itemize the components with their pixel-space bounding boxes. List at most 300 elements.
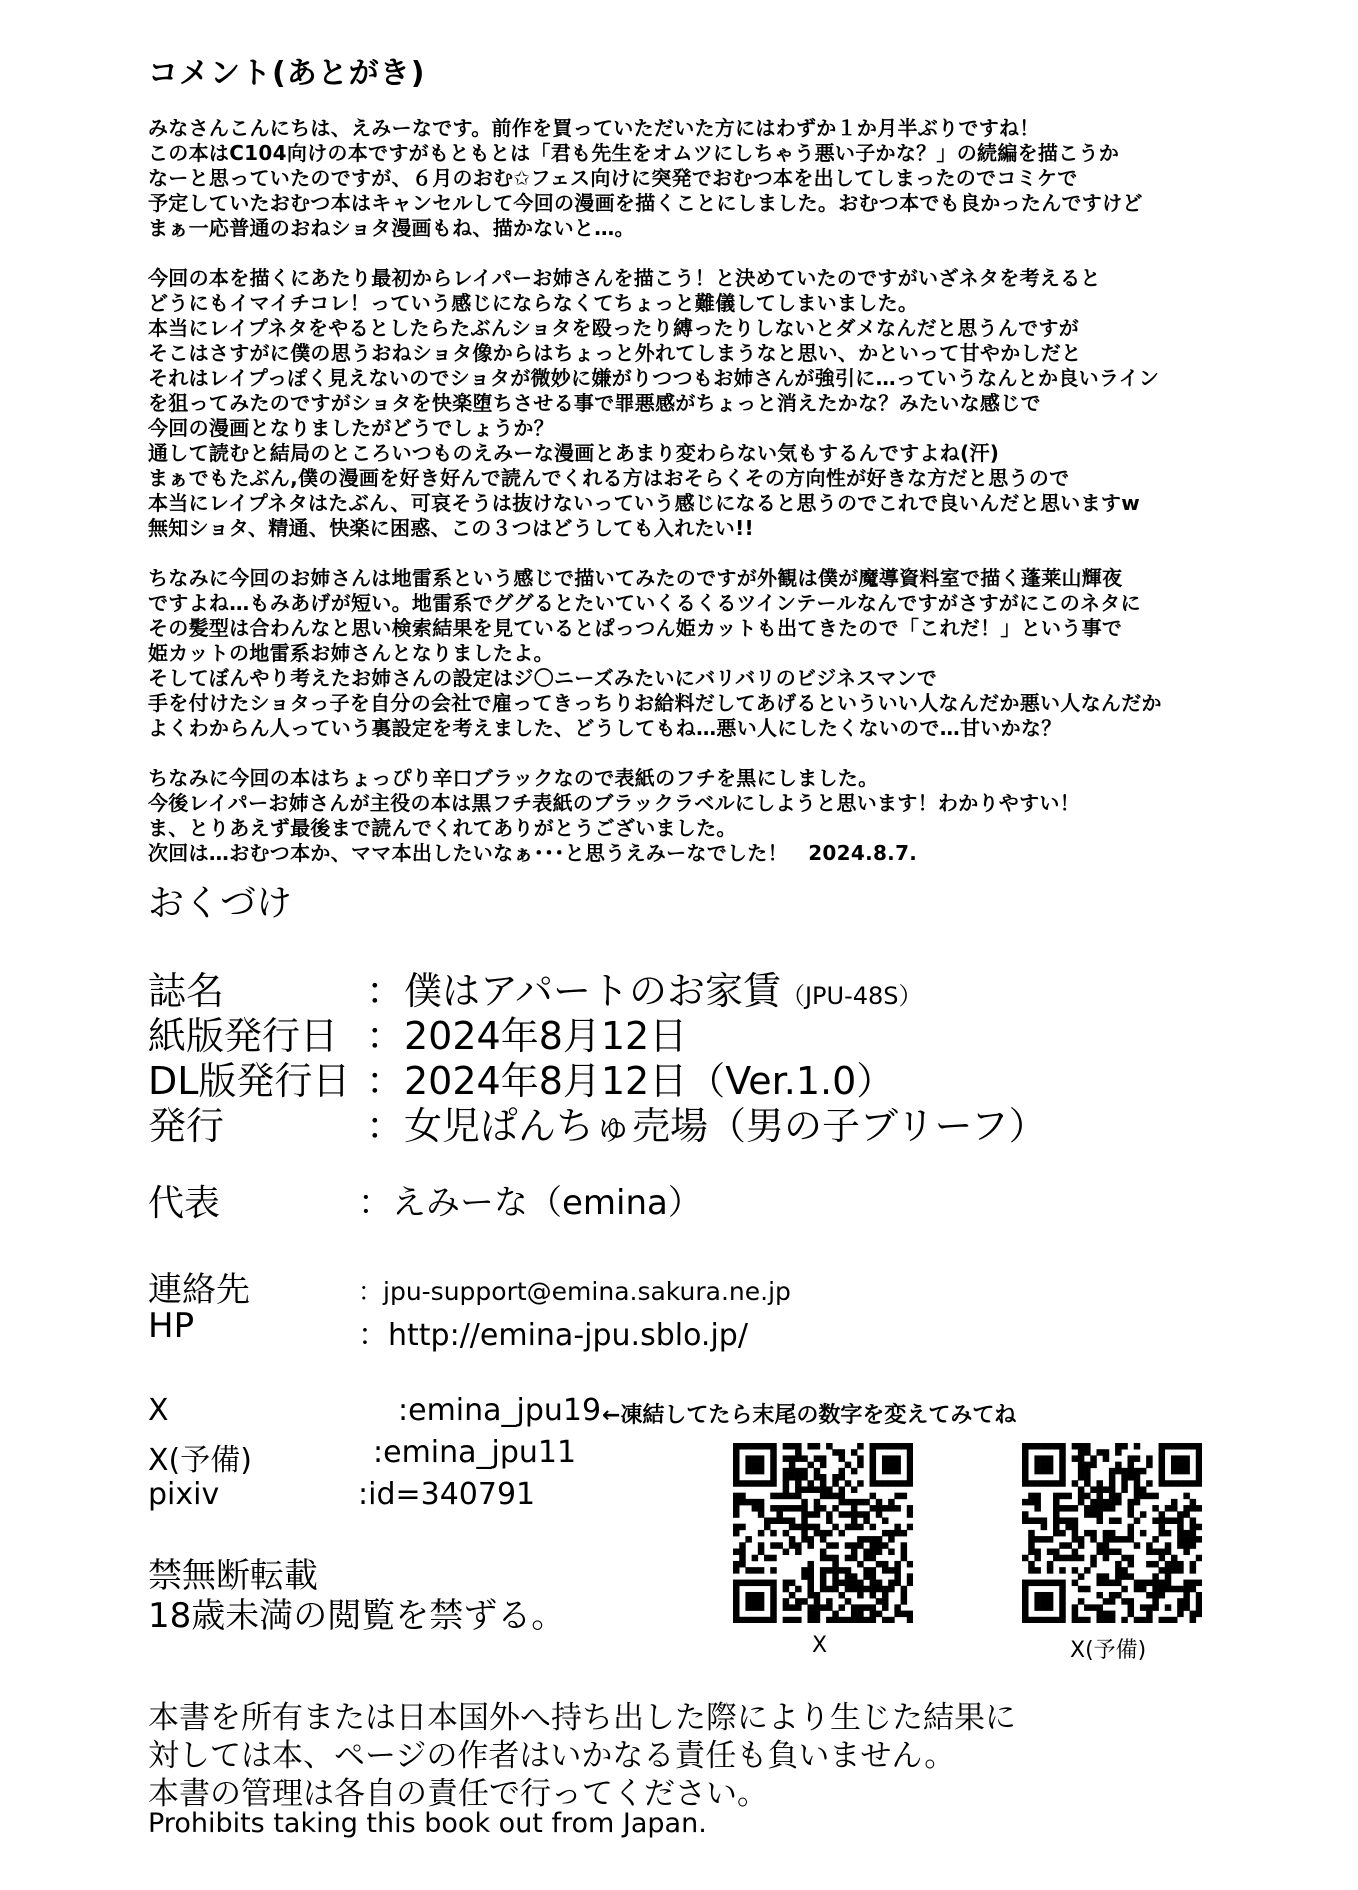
qr-module <box>814 1511 821 1518</box>
qr-module <box>870 1611 877 1618</box>
pixiv-label: pixiv <box>148 1477 220 1512</box>
qr-module <box>1165 1542 1172 1549</box>
qr-module <box>857 1592 864 1599</box>
qr-module <box>1177 1530 1184 1537</box>
qr-module <box>1171 1567 1178 1574</box>
qr-module <box>888 1586 895 1593</box>
qr-module <box>832 1573 839 1580</box>
qr-module <box>1065 1493 1072 1500</box>
qr-module <box>1028 1542 1035 1549</box>
qr-module <box>1072 1480 1079 1487</box>
qr-module <box>1128 1573 1135 1580</box>
qr-module <box>770 1586 777 1593</box>
qr-module <box>1047 1455 1054 1462</box>
qr-module <box>1109 1486 1116 1493</box>
qr-module <box>1034 1598 1041 1605</box>
qr-module <box>1109 1611 1116 1618</box>
qr-module <box>826 1511 833 1518</box>
qr-module <box>820 1486 827 1493</box>
qr-module <box>1047 1549 1054 1556</box>
qr-module <box>845 1499 852 1506</box>
qr-module <box>832 1561 839 1568</box>
qr-module <box>1078 1536 1085 1543</box>
qr-module <box>801 1567 808 1574</box>
qr-module <box>1084 1474 1091 1481</box>
qr-module <box>783 1586 790 1593</box>
qr-module <box>795 1617 802 1623</box>
qr-module <box>1159 1517 1166 1524</box>
qr-module <box>851 1617 858 1623</box>
qr-module <box>1041 1536 1048 1543</box>
qr-module <box>1183 1468 1190 1475</box>
qr-module <box>820 1536 827 1543</box>
qr-module <box>1146 1549 1153 1556</box>
qr-module <box>1084 1505 1091 1512</box>
qr-module <box>1078 1468 1085 1475</box>
qr-module <box>1084 1617 1091 1623</box>
qr-module <box>1171 1462 1178 1469</box>
qr-module <box>1096 1517 1103 1524</box>
qr-module <box>801 1455 808 1462</box>
qr-module <box>1146 1493 1153 1500</box>
qr-module <box>826 1617 833 1623</box>
qr-module <box>801 1573 808 1580</box>
qr-module <box>882 1598 889 1605</box>
qr-module <box>832 1542 839 1549</box>
qr-module <box>814 1468 821 1475</box>
qr-module <box>901 1480 908 1487</box>
qr-module <box>1078 1443 1085 1450</box>
qr-module <box>907 1468 913 1475</box>
qr-module <box>1078 1617 1085 1623</box>
qr-module <box>795 1598 802 1605</box>
qr-module <box>1022 1511 1029 1518</box>
qr-module <box>733 1524 740 1531</box>
qr-module <box>733 1598 740 1605</box>
comment-line: 無知ショタ、精通、快楽に困惑、この３つはどうしても入れたい!! <box>148 516 754 540</box>
qr-module <box>901 1443 908 1450</box>
qr-module <box>1183 1598 1190 1605</box>
qr-module <box>814 1505 821 1512</box>
qr-module <box>870 1480 877 1487</box>
qr-module <box>832 1611 839 1618</box>
qr-module <box>783 1474 790 1481</box>
qr-module <box>770 1480 777 1487</box>
qr-module <box>1053 1443 1060 1450</box>
qr-module <box>758 1542 765 1549</box>
qr-module <box>770 1468 777 1475</box>
publisher-label: 発行 <box>148 1104 225 1148</box>
comment-line: 今後レイパーお姉さんが主役の本は黒フチ表紙のブラックラベルにしようと思います！わかりやすい！ <box>148 791 1080 815</box>
qr-module <box>857 1580 864 1587</box>
qr-module <box>1096 1617 1103 1623</box>
qr-module <box>1059 1598 1066 1605</box>
qr-module <box>1041 1468 1048 1475</box>
disclaimer-line: 本書の管理は各自の責任で行ってください。 <box>148 1776 768 1812</box>
qr-module <box>1121 1474 1128 1481</box>
qr-module <box>901 1592 908 1599</box>
qr-module <box>807 1586 814 1593</box>
qr-module <box>758 1530 765 1537</box>
qr-module <box>733 1561 740 1568</box>
qr-module <box>758 1617 765 1623</box>
qr-module <box>1065 1555 1072 1562</box>
dl-date-label: DL版発行日 <box>148 1059 351 1103</box>
qr-module <box>752 1555 759 1562</box>
qr-module <box>1134 1517 1141 1524</box>
qr-module <box>770 1505 777 1512</box>
qr-module <box>1152 1517 1159 1524</box>
qr-module <box>1177 1604 1184 1611</box>
qr-module <box>857 1462 864 1469</box>
qr-module <box>745 1499 752 1506</box>
qr-module <box>1084 1443 1091 1450</box>
qr-module <box>1028 1499 1035 1506</box>
qr-module <box>894 1505 901 1512</box>
qr-module <box>1059 1586 1066 1593</box>
qr-module <box>1183 1462 1190 1469</box>
qr-module <box>1109 1474 1116 1481</box>
qr-module <box>776 1493 783 1500</box>
qr-module <box>1078 1542 1085 1549</box>
qr-module <box>739 1555 746 1562</box>
qr-module <box>1183 1604 1190 1611</box>
qr-module <box>733 1474 740 1481</box>
qr-module <box>789 1524 796 1531</box>
qr-module <box>876 1580 883 1587</box>
qr-module <box>1134 1617 1141 1623</box>
qr-module <box>826 1493 833 1500</box>
qr-module <box>1196 1468 1202 1475</box>
qr-module <box>739 1499 746 1506</box>
qr-module <box>882 1617 889 1623</box>
qr-module <box>783 1604 790 1611</box>
comment-line: それはレイプっぽく見えないのでショタが微妙に嫌がりつつもお姉さんが強引に…っていうなんとか良いライン <box>148 366 1160 390</box>
qr-module <box>1072 1505 1079 1512</box>
qr-module <box>1065 1524 1072 1531</box>
qr-module <box>783 1530 790 1537</box>
qr-module <box>770 1443 777 1450</box>
qr-module <box>807 1617 814 1623</box>
qr-module <box>807 1611 814 1618</box>
comment-line: 予定していたおむつ本はキャンセルして今回の漫画を描くことにしました。おむつ本でも良かったんですけど <box>148 191 1143 215</box>
qr-module <box>1140 1530 1147 1537</box>
title-text: ：僕はアパートのお家賃 <box>366 969 781 1013</box>
qr-module <box>807 1511 814 1518</box>
qr-module <box>745 1468 752 1475</box>
qr-module <box>1121 1480 1128 1487</box>
qr-module <box>770 1462 777 1469</box>
qr-module <box>1041 1592 1048 1599</box>
qr-module <box>1183 1493 1190 1500</box>
qr-module <box>857 1586 864 1593</box>
qr-module <box>832 1480 839 1487</box>
qr-module <box>876 1480 883 1487</box>
qr-module <box>1059 1617 1066 1623</box>
disclaimer-line: 対しては本、ページの作者はいかなる責任も負いません。 <box>148 1738 956 1774</box>
qr-module <box>776 1511 783 1518</box>
qr-module <box>1034 1505 1041 1512</box>
qr-module <box>1177 1517 1184 1524</box>
qr-module <box>1128 1499 1135 1506</box>
qr-module <box>789 1592 796 1599</box>
qr-module <box>832 1493 839 1500</box>
qr-module <box>1159 1555 1166 1562</box>
qr-module <box>814 1617 821 1623</box>
qr-module <box>907 1580 913 1587</box>
qr-module <box>845 1555 852 1562</box>
qr-module <box>1028 1443 1035 1450</box>
qr-module <box>1196 1480 1202 1487</box>
qr-module <box>1059 1567 1066 1574</box>
qr-module <box>1140 1580 1147 1587</box>
qr-module <box>820 1567 827 1574</box>
qr-module <box>795 1468 802 1475</box>
qr-module <box>1140 1486 1147 1493</box>
okuduke-heading: おくづけ <box>148 883 293 924</box>
qr-module <box>1128 1536 1135 1543</box>
qr-module <box>1028 1480 1035 1487</box>
qr-module <box>1034 1617 1041 1623</box>
qr-module <box>851 1505 858 1512</box>
qr-module <box>739 1549 746 1556</box>
qr-module <box>1096 1499 1103 1506</box>
qr-module <box>795 1586 802 1593</box>
qr-module <box>870 1524 877 1531</box>
qr-module <box>1159 1480 1166 1487</box>
qr-module <box>1041 1580 1048 1587</box>
qr-module <box>1034 1567 1041 1574</box>
qr-module <box>752 1462 759 1469</box>
qr-module <box>1196 1455 1202 1462</box>
qr-module <box>758 1455 765 1462</box>
qr-module <box>907 1505 913 1512</box>
qr-module <box>839 1617 846 1623</box>
qr-module <box>1034 1493 1041 1500</box>
qr-module <box>1140 1586 1147 1593</box>
qr-module <box>1053 1617 1060 1623</box>
qr-module <box>870 1493 877 1500</box>
qr-module <box>820 1462 827 1469</box>
qr-module <box>826 1586 833 1593</box>
qr-module <box>901 1493 908 1500</box>
qr-module <box>1022 1499 1029 1506</box>
qr-module <box>789 1468 796 1475</box>
qr-module <box>870 1443 877 1450</box>
qr-module <box>1109 1480 1116 1487</box>
qr-module <box>1041 1517 1048 1524</box>
qr-module <box>851 1542 858 1549</box>
qr-module <box>801 1524 808 1531</box>
qr-module <box>1078 1462 1085 1469</box>
qr-module <box>1022 1555 1029 1562</box>
qr-module <box>801 1530 808 1537</box>
qr-module <box>1084 1480 1091 1487</box>
qr-module <box>1146 1604 1153 1611</box>
contact-value: ：jpu-support@emina.sakura.ne.jp <box>358 1277 791 1306</box>
qr-module <box>1115 1567 1122 1574</box>
qr-module <box>1159 1567 1166 1574</box>
qr-module <box>1196 1555 1202 1562</box>
qr-module <box>807 1567 814 1574</box>
qr-module <box>1041 1604 1048 1611</box>
qr-module <box>1152 1493 1159 1500</box>
title-code: （JPU-48S） <box>780 982 923 1010</box>
qr-module <box>1072 1617 1079 1623</box>
qr-module <box>1128 1598 1135 1605</box>
comment-line: なーと思っていたのですが、６月のおむ✩フェス向けに突発でおむつ本を出してしまったのでコミケで <box>148 166 1078 190</box>
qr-module <box>1152 1549 1159 1556</box>
qr-module <box>764 1555 771 1562</box>
qr-module <box>1152 1536 1159 1543</box>
qr-module <box>770 1542 777 1549</box>
qr-module <box>1047 1592 1054 1599</box>
qr-module <box>1128 1468 1135 1475</box>
qr-module <box>1121 1443 1128 1450</box>
qr-module <box>1146 1542 1153 1549</box>
comment-line: 本当にレイプネタをやるとしたらたぶんショタを殴ったり縛ったりしないとダメなんだと思うんですが <box>148 316 1079 340</box>
qr-module <box>1103 1455 1110 1462</box>
qr-module <box>795 1505 802 1512</box>
qr-module <box>1078 1493 1085 1500</box>
qr-module <box>1034 1468 1041 1475</box>
qr-module <box>1152 1592 1159 1599</box>
qr-module <box>807 1573 814 1580</box>
qr-module <box>1115 1462 1122 1469</box>
dl-date-value: ：2024年8月12日（Ver.1.0） <box>366 1059 895 1103</box>
qr-module <box>1128 1555 1135 1562</box>
comment-line: 姫カットの地雷系お姉さんとなりましたよ。 <box>148 641 554 665</box>
qr-module <box>789 1517 796 1524</box>
qr-module <box>845 1524 852 1531</box>
qr-module <box>807 1580 814 1587</box>
qr-module <box>1183 1455 1190 1462</box>
qr-module <box>789 1443 796 1450</box>
qr-module <box>752 1592 759 1599</box>
qr-module <box>1096 1449 1103 1456</box>
qr-module <box>857 1480 864 1487</box>
qr-module <box>1059 1468 1066 1475</box>
qr-module <box>882 1567 889 1574</box>
qr-module <box>770 1493 777 1500</box>
qr-module <box>1146 1561 1153 1568</box>
qr-module <box>1022 1611 1029 1618</box>
qr-module <box>739 1524 746 1531</box>
qr-module <box>894 1462 901 1469</box>
qr-module <box>770 1530 777 1537</box>
qr-module <box>882 1480 889 1487</box>
qr-module <box>1096 1573 1103 1580</box>
qr-module <box>820 1549 827 1556</box>
qr-module <box>1134 1480 1141 1487</box>
qr-module <box>1053 1530 1060 1537</box>
qr-module <box>733 1549 740 1556</box>
qr-module <box>1059 1530 1066 1537</box>
qr-module <box>894 1611 901 1618</box>
qr-module <box>1134 1486 1141 1493</box>
qr-module <box>845 1617 852 1623</box>
qr-module <box>1103 1611 1110 1618</box>
qr-module <box>870 1592 877 1599</box>
qr-module <box>1041 1480 1048 1487</box>
qr-module <box>1115 1549 1122 1556</box>
qr-module <box>1041 1598 1048 1605</box>
qr-module <box>1128 1524 1135 1531</box>
qr-module <box>888 1455 895 1462</box>
qr-module <box>1103 1499 1110 1506</box>
qr-module <box>758 1511 765 1518</box>
qr-module <box>907 1462 913 1469</box>
qr-module <box>1159 1449 1166 1456</box>
qr-module <box>733 1604 740 1611</box>
qr-module <box>888 1617 895 1623</box>
qr-module <box>770 1580 777 1587</box>
qr-module <box>832 1524 839 1531</box>
qr-module <box>1165 1580 1172 1587</box>
qr-module <box>783 1598 790 1605</box>
qr-module <box>1121 1617 1128 1623</box>
rep-label: 代表 <box>148 1183 221 1224</box>
qr-module <box>1047 1561 1054 1568</box>
comment-line: ですよね…もみあげが短い。地雷系でググるとたいていくるくるツインテールなんですがさすがにこのネタに <box>148 591 1141 615</box>
qr-module <box>1159 1592 1166 1599</box>
qr-module <box>851 1486 858 1493</box>
qr-module <box>839 1567 846 1574</box>
qr-module <box>1022 1604 1029 1611</box>
qr-module <box>1109 1517 1116 1524</box>
qr-module <box>1134 1542 1141 1549</box>
qr-module <box>1159 1511 1166 1518</box>
qr-module <box>845 1586 852 1593</box>
qr-module <box>845 1462 852 1469</box>
qr-module <box>839 1493 846 1500</box>
qr-module <box>876 1499 883 1506</box>
qr-module <box>826 1530 833 1537</box>
qr-module <box>1059 1505 1066 1512</box>
qr-module <box>1053 1499 1060 1506</box>
qr-module <box>870 1536 877 1543</box>
qr-module <box>758 1480 765 1487</box>
qr-module <box>1190 1580 1197 1587</box>
qr-module <box>1165 1517 1172 1524</box>
qr-module <box>1183 1592 1190 1599</box>
qr-module <box>1177 1598 1184 1605</box>
qr-module <box>1177 1443 1184 1450</box>
qr-module <box>1159 1468 1166 1475</box>
comment-line: まぁでもたぶん,僕の漫画を好き好んで読んでくれる方はおそらくその方向性が好きな方だと思うので <box>148 466 1070 490</box>
qr-module <box>1183 1443 1190 1450</box>
qr-module <box>733 1617 740 1623</box>
qr-module <box>1072 1549 1079 1556</box>
qr-module <box>1034 1455 1041 1462</box>
qr-module <box>1171 1586 1178 1593</box>
qr-module <box>882 1592 889 1599</box>
qr-module <box>1177 1468 1184 1475</box>
qr-module <box>733 1611 740 1618</box>
qr-module <box>839 1486 846 1493</box>
qr-module <box>1165 1530 1172 1537</box>
qr-module <box>1078 1586 1085 1593</box>
qr-module <box>1159 1586 1166 1593</box>
qr-module <box>739 1443 746 1450</box>
qr-module <box>1159 1455 1166 1462</box>
disclaimer-line: 本書を所有または日本国外へ持ち出した際により生じた結果に <box>148 1700 1016 1736</box>
qr-module <box>1165 1505 1172 1512</box>
qr-module <box>907 1573 913 1580</box>
qr-module <box>1115 1561 1122 1568</box>
qr-module <box>783 1486 790 1493</box>
qr-module <box>1196 1443 1202 1450</box>
